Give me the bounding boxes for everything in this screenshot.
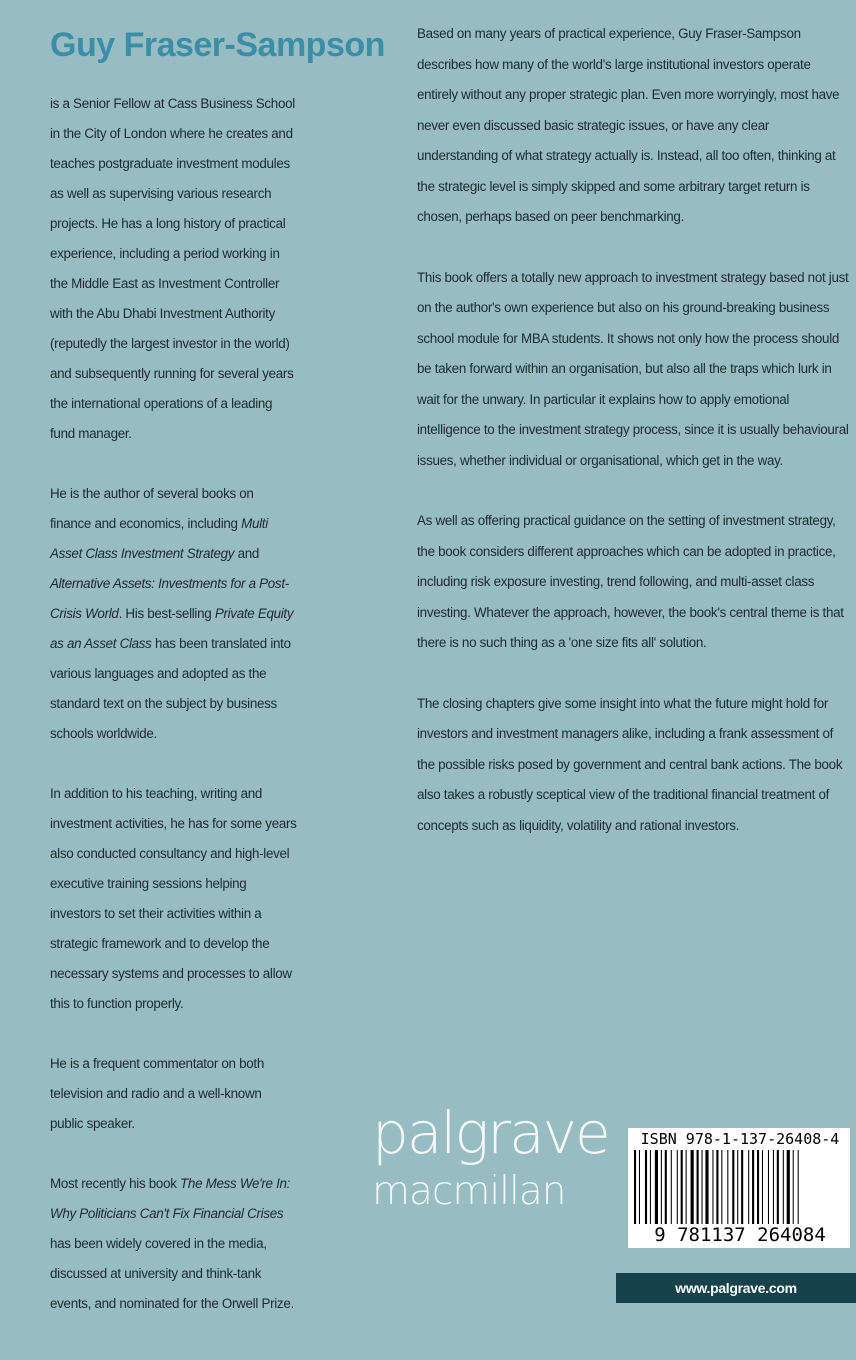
bio-text: . His best-selling bbox=[118, 606, 215, 621]
bio-paragraph: In addition to his teaching, writing and investment activities, he has for some years also conducted consultancy and high-level executive training sessions helping investors to set their activities within a strategic framework and to develop the necessary systems and processes to allow this to function properly. bbox=[50, 786, 297, 1011]
barcode-bar bbox=[737, 1150, 738, 1230]
book-title: Private Equity as an Asset Class bbox=[50, 606, 294, 651]
isbn-label: ISBN 978-1-137-26408-4 bbox=[640, 1130, 840, 1148]
barcode-bar bbox=[639, 1150, 640, 1230]
barcode-bar bbox=[702, 1150, 703, 1230]
barcode-bar bbox=[787, 1150, 790, 1230]
barcode-bar bbox=[677, 1150, 678, 1230]
isbn-barcode bbox=[628, 1128, 850, 1248]
blurb-paragraph: This book offers a totally new approach to investment strategy based not just on the author's own experience but also on his ground-breaking business school module for MBA students. It shows not only how the process should be taken forward within an organisation, but also all the traps which lurk in wait for the unwary. In particular it explains how to apply emotional intelligence to the investment strategy process, since it is usually behavioural issues, whether individual or organisational, which get in the way. bbox=[417, 269, 849, 468]
barcode-bar bbox=[681, 1150, 683, 1230]
author-name: Guy Fraser-Sampson bbox=[50, 26, 385, 64]
barcode-bar bbox=[783, 1150, 784, 1230]
publisher-url[interactable]: www.palgrave.com bbox=[616, 1273, 856, 1303]
bio-paragraph: He is a frequent commentator on both television and radio and a well-known public speaker. bbox=[50, 1056, 264, 1131]
author-bio bbox=[50, 89, 298, 1349]
blurb-paragraph: As well as offering practical guidance on the setting of investment strategy, the book considers different approaches which can be adopted in practice, including risk exposure investing, trend following, and multi-asset class investing. Whatever the approach, however, the book's central theme is that there is no such thing as a 'one size fits all' solution. bbox=[417, 513, 844, 650]
book-blurb bbox=[417, 19, 853, 871]
barcode-bar bbox=[686, 1150, 687, 1230]
barcode-bars-icon bbox=[634, 1150, 844, 1230]
barcode-bar bbox=[634, 1150, 636, 1230]
bio-text: has been widely covered in the media, discussed at university and think-tank events, and nominated for the Orwell Prize. bbox=[50, 1236, 294, 1311]
barcode-bar bbox=[752, 1150, 754, 1230]
bio-text: and bbox=[234, 546, 260, 561]
barcode-bar bbox=[645, 1150, 647, 1230]
publisher-logo bbox=[372, 1098, 609, 1214]
bio-paragraph bbox=[50, 1169, 298, 1319]
barcode-bar bbox=[691, 1150, 694, 1230]
logo-line-palgrave: palgrave bbox=[372, 1099, 609, 1167]
barcode-bar bbox=[762, 1150, 763, 1230]
barcode-bar bbox=[705, 1150, 708, 1230]
blurb-paragraph: The closing chapters give some insight into what the future might hold for investors and investment managers alike, including a frank assessment of the possible risks posed by government and central bank actions. The book also takes a robustly sceptical view of the traditional financial treatment of concepts such as liquidity, volatility and rational investors. bbox=[417, 695, 843, 833]
barcode-bar bbox=[721, 1150, 722, 1230]
barcode-bar bbox=[716, 1150, 718, 1230]
barcode-bar bbox=[655, 1150, 658, 1230]
barcode-bar bbox=[712, 1150, 713, 1230]
logo-line-macmillan: macmillan bbox=[372, 1169, 566, 1214]
barcode-bar bbox=[727, 1150, 728, 1230]
bio-text: has been translated into various languages and adopted as the standard text on the subject by business schools worldwide. bbox=[50, 636, 291, 741]
bio-paragraph bbox=[50, 479, 298, 749]
barcode-bar bbox=[697, 1150, 699, 1230]
book-title: The Mess We're In: Why Politicians Can't Fix Financial Crises bbox=[50, 1176, 291, 1221]
book-title: Alternative Assets: Investments for a Post-Crisis World bbox=[50, 576, 289, 621]
barcode-bar bbox=[768, 1150, 769, 1230]
barcode-bar bbox=[650, 1150, 651, 1230]
barcode-bar bbox=[798, 1150, 799, 1230]
blurb-paragraph: Based on many years of practical experience, Guy Fraser-Sampson describes how many of the world's large institutional investors operate entirely without any proper strategic plan. Even more worryingly, most have never even discussed basic strategic issues, or have any clear understanding of what strategy actually is. Instead, all too often, thinking at the strategic level is simply skipped and some arbitrary target return is chosen, perhaps based on peer benchmarking. bbox=[417, 26, 840, 224]
barcode-bar bbox=[748, 1150, 749, 1230]
barcode-bar bbox=[661, 1150, 662, 1230]
barcode-bar bbox=[665, 1150, 667, 1230]
barcode-bar bbox=[793, 1150, 794, 1230]
barcode-bar bbox=[777, 1150, 779, 1230]
barcode-bar bbox=[757, 1150, 759, 1230]
barcode-bar bbox=[773, 1150, 774, 1230]
bio-paragraph: is a Senior Fellow at Cass Business School in the City of London where he creates and teaches postgraduate investment modules as well as supervising various research projects. He has a long history of practical experience, including a period working in the Middle East as Investment Controller with the Abu Dhabi Investment Authority (reputedly the largest investor in the world) and subsequently running for several years the international operations of a leading fund manager. bbox=[50, 96, 295, 441]
barcode-bar bbox=[732, 1150, 734, 1230]
barcode-bar bbox=[671, 1150, 672, 1230]
book-title: Multi Asset Class Investment Strategy bbox=[50, 516, 268, 561]
barcode-bar bbox=[741, 1150, 743, 1230]
bio-text: He is the author of several books on finance and economics, including bbox=[50, 486, 254, 531]
bio-text: Most recently his book bbox=[50, 1176, 181, 1191]
barcode-digits: 9 781137 264084 bbox=[632, 1224, 848, 1246]
